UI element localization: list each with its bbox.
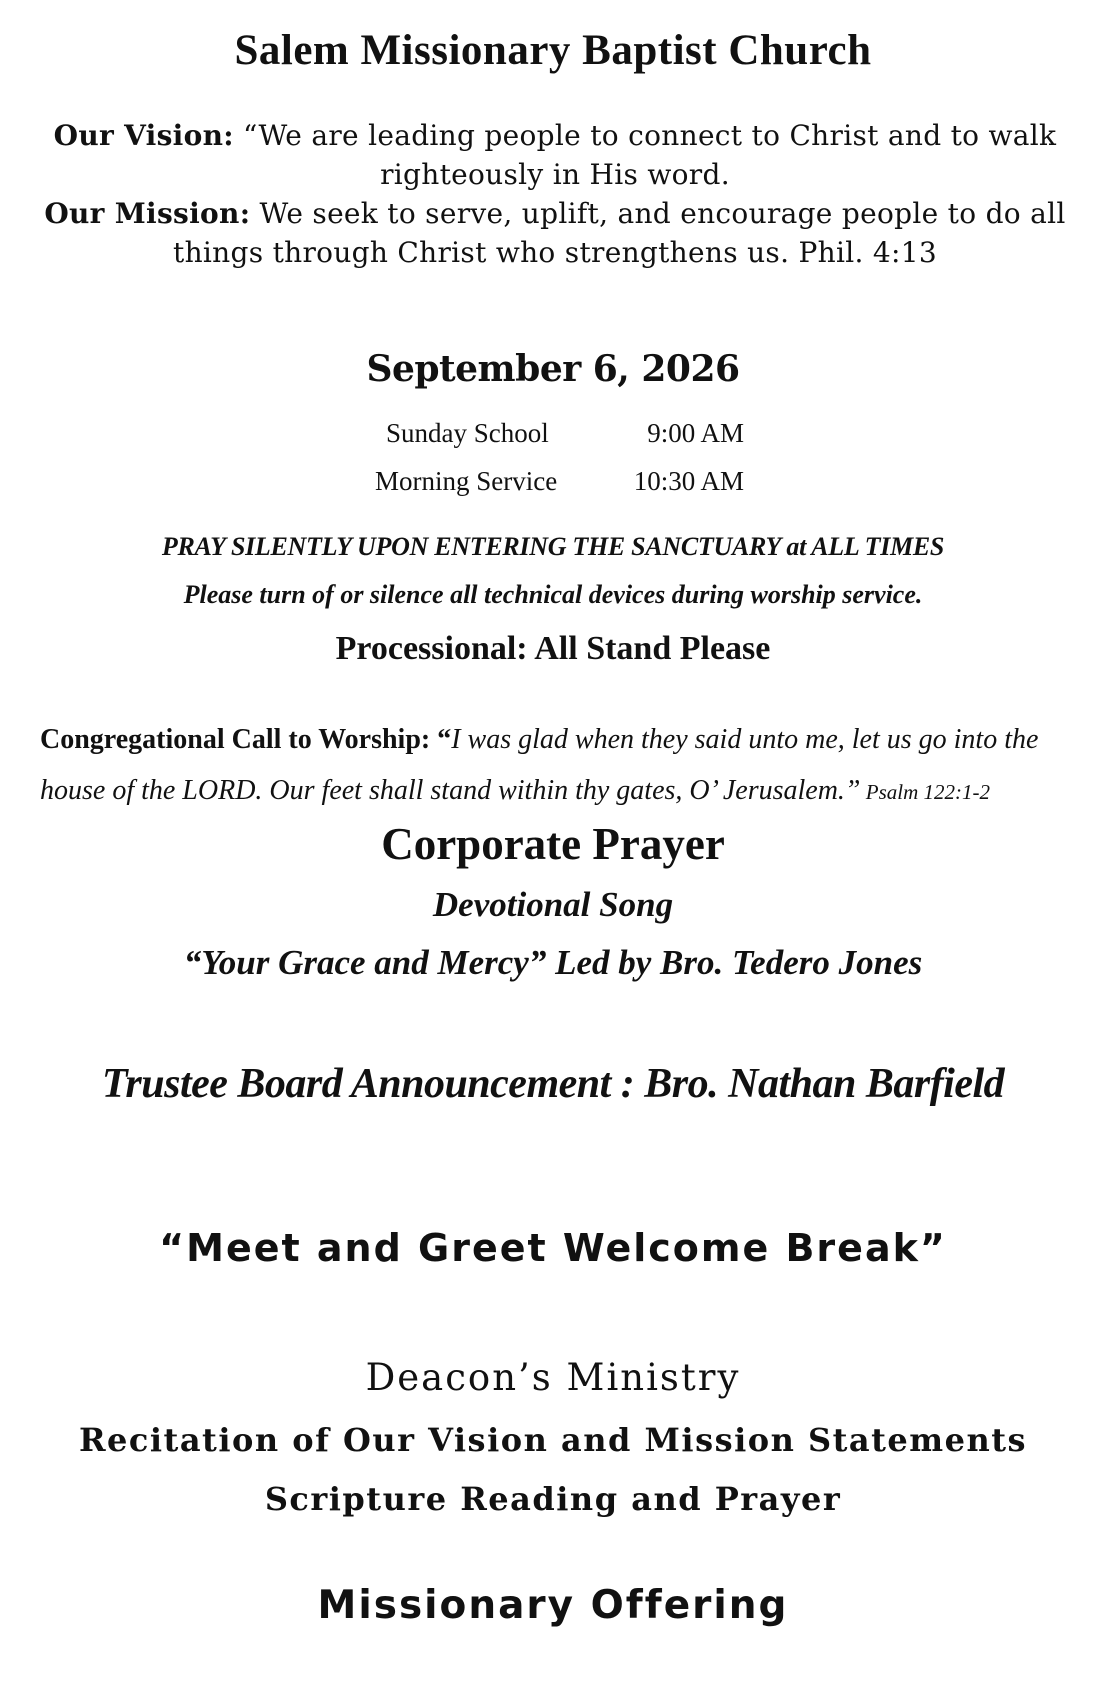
devotional-song-heading: Devotional Song (432, 885, 674, 924)
devices-notice: Please turn of or silence all technical devices during worship service. (183, 580, 923, 609)
trustee-announcement: Trustee Board Announcement : Bro. Nathan Barfield (101, 1061, 1005, 1107)
deacon-ministry: Deacon’s Ministry (365, 1356, 741, 1399)
schedule-row (0, 418, 1106, 466)
corporate-prayer: Corporate Prayer (381, 819, 725, 869)
mission-label: Our Mission: (44, 197, 251, 230)
schedule-time: 10:30 AM (633, 466, 744, 496)
call-reference: Psalm 122:1-2 (860, 780, 991, 804)
schedule-row (0, 466, 1106, 514)
call-open-quote: “ (437, 724, 452, 755)
call-to-worship (40, 714, 1070, 818)
schedule-label: Morning Service (375, 466, 558, 496)
schedule-list (0, 418, 1106, 514)
vision-mission-block (40, 116, 1070, 272)
recitation: Recitation of Our Vision and Mission Statements (78, 1421, 1028, 1459)
mission-text: We seek to serve, uplift, and encourage people to do all things through Christ who strengthens us. Phil. 4:13 (173, 197, 1066, 269)
scripture-reading: Scripture Reading and Prayer (264, 1480, 842, 1518)
song-line: “Your Grace and Mercy” Led by Bro. Tedero Jones (183, 943, 923, 982)
schedule-time: 9:00 AM (647, 418, 744, 448)
meet-greet-break: “Meet and Greet Welcome Break” (159, 1226, 947, 1270)
call-quote: I was glad when they said unto me, let us go into the house of the LORD. Our feet shall stand within thy gates, O’ Jerusalem.” (40, 724, 1039, 806)
call-label: Congregational Call to Worship: (40, 724, 438, 755)
church-title: Salem Missionary Baptist Church (234, 27, 872, 74)
pray-notice: PRAY SILENTLY UPON ENTERING THE SANCTUARY at ALL TIMES (161, 532, 945, 561)
service-date: September 6, 2026 (366, 348, 740, 390)
missionary-offering: Missionary Offering (317, 1583, 789, 1628)
processional: Processional: All Stand Please (335, 630, 771, 667)
vision-label: Our Vision: (53, 119, 234, 152)
vision-text: “We are leading people to connect to Christ and to walk righteously in His word. (233, 119, 1057, 191)
schedule-label: Sunday School (386, 418, 549, 448)
